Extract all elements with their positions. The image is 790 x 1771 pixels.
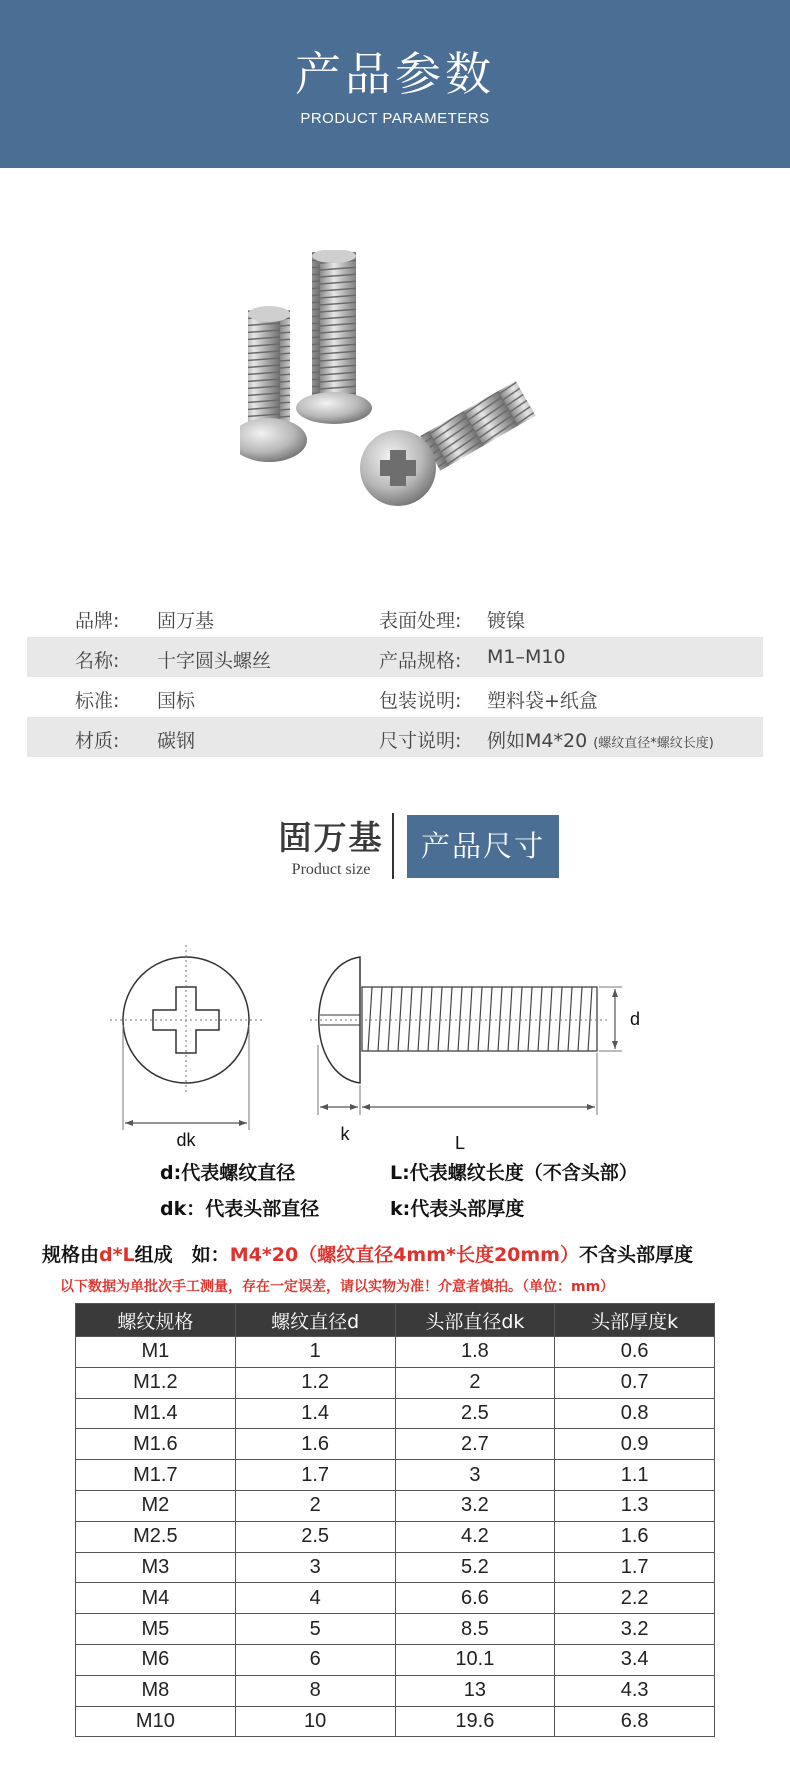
table-cell: 2.2 bbox=[555, 1583, 715, 1614]
header-banner bbox=[0, 0, 790, 168]
table-row bbox=[76, 1552, 715, 1583]
table-cell: M10 bbox=[76, 1706, 236, 1737]
spec-key: 名称: bbox=[75, 650, 120, 672]
table-row bbox=[76, 1398, 715, 1429]
table-cell: 3.4 bbox=[555, 1644, 715, 1675]
table-cell: 2 bbox=[235, 1490, 395, 1521]
product-size-label: 产品尺寸 bbox=[407, 815, 559, 878]
table-cell: 19.6 bbox=[395, 1706, 555, 1737]
table-cell: M6 bbox=[76, 1644, 236, 1675]
spec-key: 品牌: bbox=[75, 610, 120, 632]
spec-rule bbox=[42, 1240, 693, 1267]
spec-key: 材质: bbox=[75, 730, 120, 752]
head-side-view bbox=[319, 957, 360, 1083]
table-cell: 8 bbox=[235, 1675, 395, 1706]
table-cell: 10 bbox=[235, 1706, 395, 1737]
spec-value: 镀镍 bbox=[487, 610, 526, 632]
table-cell: 6.8 bbox=[555, 1706, 715, 1737]
spec-row bbox=[27, 597, 763, 637]
column-header: 头部直径dk bbox=[395, 1304, 555, 1337]
table-row bbox=[76, 1460, 715, 1491]
column-header: 头部厚度k bbox=[555, 1304, 715, 1337]
table-row bbox=[76, 1614, 715, 1645]
spec-value: 碳钢 bbox=[157, 730, 196, 752]
table-cell: 1.7 bbox=[235, 1460, 395, 1491]
table-cell: 2.7 bbox=[395, 1429, 555, 1460]
table-cell: 4 bbox=[235, 1583, 395, 1614]
rule-prefix: 规格由 bbox=[42, 1244, 100, 1266]
rule-example: M4*20（螺纹直径4mm*长度20mm） bbox=[229, 1244, 579, 1266]
page-subtitle: PRODUCT PARAMETERS bbox=[300, 110, 490, 127]
spec-key: 表面处理: bbox=[379, 610, 462, 632]
table-cell: 6 bbox=[235, 1644, 395, 1675]
table-cell: 1.1 bbox=[555, 1460, 715, 1491]
d-label: d bbox=[630, 1009, 641, 1029]
dk-label: dk bbox=[176, 1130, 196, 1150]
table-cell: 0.7 bbox=[555, 1367, 715, 1398]
table-cell: 1.3 bbox=[555, 1490, 715, 1521]
legend-dk: dk：代表头部直径 bbox=[160, 1198, 320, 1220]
table-cell: 2.5 bbox=[235, 1521, 395, 1552]
spec-list bbox=[27, 597, 763, 757]
spec-row bbox=[27, 637, 763, 677]
table-cell: 3.2 bbox=[555, 1614, 715, 1645]
table-cell: M1.2 bbox=[76, 1367, 236, 1398]
rule-suffix: 不含头部厚度 bbox=[578, 1244, 693, 1266]
table-cell: M3 bbox=[76, 1552, 236, 1583]
spec-row bbox=[27, 677, 763, 717]
table-cell: 4.2 bbox=[395, 1521, 555, 1552]
table-cell: M1.4 bbox=[76, 1398, 236, 1429]
table-row bbox=[76, 1367, 715, 1398]
table-cell: 0.6 bbox=[555, 1337, 715, 1368]
legend-L: L:代表螺纹长度（不含头部） bbox=[390, 1162, 638, 1184]
spec-key: 产品规格: bbox=[379, 650, 462, 672]
table-cell: M8 bbox=[76, 1675, 236, 1706]
L-label: L bbox=[454, 1133, 466, 1153]
table-cell: 2.5 bbox=[395, 1398, 555, 1429]
brand-block bbox=[275, 812, 387, 879]
table-cell: 1.4 bbox=[235, 1398, 395, 1429]
spec-value: 固万基 bbox=[157, 610, 215, 632]
table-cell: 1.7 bbox=[555, 1552, 715, 1583]
table-cell: 3 bbox=[395, 1460, 555, 1491]
table-row bbox=[76, 1644, 715, 1675]
table-cell: 1.6 bbox=[555, 1521, 715, 1552]
spec-value: 塑料袋+纸盒 bbox=[487, 690, 598, 712]
table-row bbox=[76, 1675, 715, 1706]
table-cell: M4 bbox=[76, 1583, 236, 1614]
table-header-row bbox=[76, 1304, 715, 1337]
table-row bbox=[76, 1490, 715, 1521]
table-cell: 0.9 bbox=[555, 1429, 715, 1460]
table-cell: 5.2 bbox=[395, 1552, 555, 1583]
spec-value: 国标 bbox=[157, 690, 196, 712]
spec-value: 十字圆头螺丝 bbox=[157, 650, 272, 672]
table-cell: M2 bbox=[76, 1490, 236, 1521]
legend-k: k:代表头部厚度 bbox=[390, 1198, 525, 1220]
table-cell: M1.6 bbox=[76, 1429, 236, 1460]
table-cell: 3.2 bbox=[395, 1490, 555, 1521]
page-title: 产品参数 bbox=[295, 47, 495, 101]
table-cell: M5 bbox=[76, 1614, 236, 1645]
spec-value: M1–M10 bbox=[487, 646, 566, 668]
table-cell: M2.5 bbox=[76, 1521, 236, 1552]
table-row bbox=[76, 1337, 715, 1368]
spec-value-main: 例如M4*20 bbox=[487, 730, 588, 752]
brand-divider bbox=[392, 813, 394, 879]
table-cell: 1 bbox=[235, 1337, 395, 1368]
table-cell: 4.3 bbox=[555, 1675, 715, 1706]
rule-formula: d*L bbox=[99, 1244, 135, 1266]
table-cell: 1.8 bbox=[395, 1337, 555, 1368]
size-table bbox=[75, 1303, 715, 1737]
measurement-note: 以下数据为单批次手工测量，存在一定误差，请以实物为准！介意者慎拍。（单位：mm） bbox=[60, 1279, 615, 1295]
product-photo bbox=[240, 250, 560, 550]
table-cell: M1.7 bbox=[76, 1460, 236, 1491]
table-cell: 13 bbox=[395, 1675, 555, 1706]
spec-key: 标准: bbox=[75, 690, 120, 712]
table-cell: 1.2 bbox=[235, 1367, 395, 1398]
table-cell: 6.6 bbox=[395, 1583, 555, 1614]
table-row bbox=[76, 1521, 715, 1552]
spec-key: 尺寸说明: bbox=[379, 730, 462, 752]
spec-value bbox=[487, 726, 714, 753]
spec-key: 包装说明: bbox=[379, 690, 462, 712]
brand-subtitle: Product size bbox=[291, 861, 371, 878]
k-label: k bbox=[340, 1124, 350, 1144]
spec-row bbox=[27, 717, 763, 757]
brand-name: 固万基 bbox=[278, 818, 384, 857]
spec-value-note: (螺纹直径*螺纹长度) bbox=[593, 736, 714, 751]
legend-d: d:代表螺纹直径 bbox=[160, 1162, 296, 1184]
table-cell: 0.8 bbox=[555, 1398, 715, 1429]
table-cell: 10.1 bbox=[395, 1644, 555, 1675]
table-cell: 1.6 bbox=[235, 1429, 395, 1460]
table-cell: 3 bbox=[235, 1552, 395, 1583]
screw-dimension-diagram bbox=[110, 945, 730, 1170]
table-row bbox=[76, 1429, 715, 1460]
column-header: 螺纹规格 bbox=[76, 1304, 236, 1337]
column-header: 螺纹直径d bbox=[235, 1304, 395, 1337]
table-cell: 2 bbox=[395, 1367, 555, 1398]
table-cell: 8.5 bbox=[395, 1614, 555, 1645]
table-row bbox=[76, 1706, 715, 1737]
table-cell: 5 bbox=[235, 1614, 395, 1645]
rule-mid: 组成 如： bbox=[134, 1244, 230, 1266]
table-row bbox=[76, 1583, 715, 1614]
table-cell: M1 bbox=[76, 1337, 236, 1368]
